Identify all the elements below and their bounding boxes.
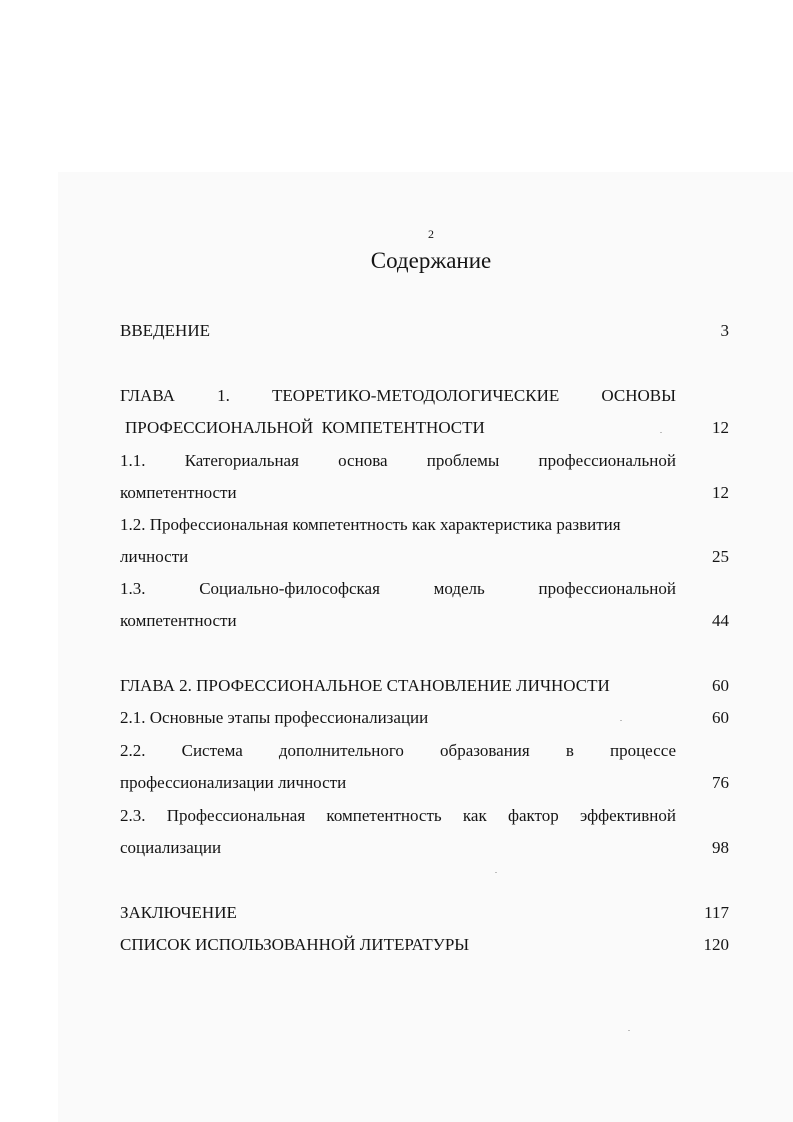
toc-word: в (565, 741, 574, 760)
toc-word: модель (433, 579, 485, 598)
toc-word: 1. (217, 386, 230, 405)
toc-entry-ch2-label: ГЛАВА 2. ПРОФЕССИОНАЛЬНОЕ СТАНОВЛЕНИЕ ЛИЧНОСТИ (120, 676, 610, 695)
toc-word: компетентность (326, 806, 442, 825)
toc-entry-s1-3-line2: компетентности (120, 611, 237, 630)
toc-entry-literature-label: СПИСОК ИСПОЛЬЗОВАННОЙ ЛИТЕРАТУРЫ (120, 935, 470, 954)
toc-entry-s2-2-page: 76 (712, 773, 729, 792)
toc-word: ТЕОРЕТИКО-МЕТОДОЛОГИЧЕСКИЕ (272, 386, 560, 405)
toc-word: эффективной (579, 806, 676, 825)
toc-word: Система (181, 741, 243, 760)
toc-entry-s2-1-page: 60 (712, 708, 729, 727)
toc-word: 2.3. (120, 806, 146, 825)
toc-entry-ch1-page: 12 (712, 418, 729, 437)
toc-entry-s1-2-page: 25 (712, 547, 729, 566)
toc-word: как (462, 806, 487, 825)
toc-word: процессе (609, 741, 676, 760)
toc-word: Социально-философская (199, 579, 380, 598)
toc-entry-s2-1-label: 2.1. Основные этапы профессионализации (120, 708, 429, 727)
toc-entry-ch2-page: 60 (712, 676, 729, 695)
toc-entry-s2-2-line2: профессионализации личности (120, 773, 347, 792)
scan-background (58, 172, 793, 1122)
toc-entry-s1-3-page: 44 (712, 611, 729, 630)
toc-word: образования (440, 741, 530, 760)
page-number: 2 (428, 227, 434, 241)
scan-speck (495, 872, 497, 873)
page-title: Содержание (370, 248, 492, 273)
toc-entry-s2-3-line2: социализации (120, 838, 222, 857)
toc-word: профессиональной (538, 451, 676, 470)
toc-entry-literature-page: 120 (703, 935, 729, 954)
scan-speck (620, 720, 622, 721)
toc-entry-ch1-line2: ПРОФЕССИОНАЛЬНОЙ КОМПЕТЕНТНОСТИ (125, 418, 485, 437)
toc-entry-s1-2-line1: 1.2. Профессиональная компетентность как характеристика развития (120, 515, 621, 534)
toc-entry-s2-3-line1 (120, 805, 676, 827)
toc-entry-s1-1-page: 12 (712, 483, 729, 502)
toc-word: ГЛАВА (120, 386, 175, 405)
toc-word: проблемы (426, 451, 500, 470)
toc-entry-s1-2-line2: личности (120, 547, 189, 566)
toc-word: 2.2. (120, 741, 146, 760)
toc-word: Категориальная (184, 451, 299, 470)
toc-entry-intro-page: 3 (720, 321, 729, 340)
toc-entry-s1-1-line2: компетентности (120, 483, 237, 502)
toc-entry-conclusion-page: 117 (704, 903, 729, 922)
toc-word: ОСНОВЫ (601, 386, 676, 405)
toc-entry-intro-label: ВВЕДЕНИЕ (120, 321, 210, 340)
toc-entry-s2-3-page: 98 (712, 838, 729, 857)
toc-entry-conclusion-label: ЗАКЛЮЧЕНИЕ (120, 903, 237, 922)
toc-word: Профессиональная (166, 806, 306, 825)
toc-word: дополнительного (278, 741, 404, 760)
scan-speck (660, 432, 662, 433)
toc-word: фактор (507, 806, 559, 825)
toc-entry-s2-2-line1 (120, 740, 676, 762)
toc-word: 1.1. (120, 451, 146, 470)
toc-word: основа (338, 451, 388, 470)
toc-entry-ch1-line1 (120, 385, 676, 407)
scan-speck (628, 1030, 630, 1031)
toc-entry-s1-3-line1 (120, 578, 676, 600)
toc-word: профессиональной (538, 579, 676, 598)
toc-entry-s1-1-line1 (120, 450, 676, 472)
toc-word: 1.3. (120, 579, 146, 598)
